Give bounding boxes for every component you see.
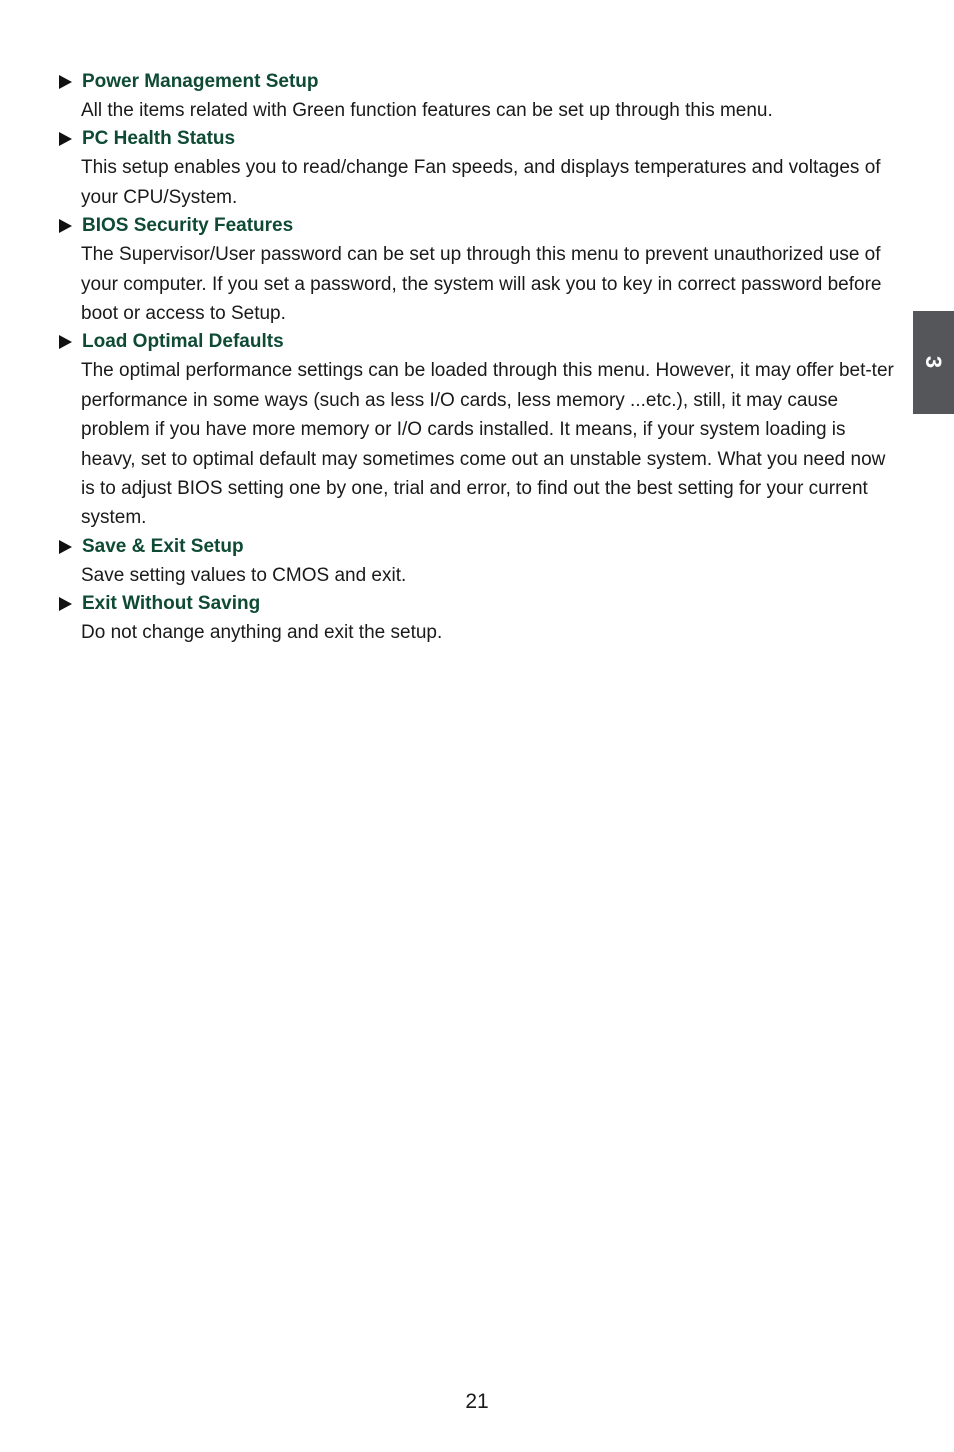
section-heading	[57, 68, 897, 96]
section-body: All the items related with Green function features can be set up through this menu.	[81, 100, 773, 121]
section-body: The Supervisor/User password can be set up through this menu to prevent unauthorized use of your computer. If you set a password, the system will ask you to key in correct password before boot or access to Setup.	[81, 244, 882, 325]
section-load-optimal-defaults	[57, 328, 897, 532]
chapter-tab	[913, 311, 954, 414]
section-heading	[57, 533, 897, 561]
triangle-right-icon	[59, 219, 72, 233]
chapter-tab-label: 3	[921, 355, 947, 369]
triangle-right-icon	[59, 335, 72, 349]
section-heading-text: Exit Without Saving	[82, 593, 261, 615]
section-heading-text: PC Health Status	[82, 128, 236, 150]
section-heading	[57, 212, 897, 240]
section-heading-text: Power Management Setup	[82, 71, 319, 92]
section-save-exit-setup	[57, 533, 897, 590]
section-body: Save setting values to CMOS and exit.	[81, 564, 407, 586]
triangle-right-icon	[59, 597, 72, 611]
triangle-right-icon	[59, 75, 72, 89]
section-pc-health-status	[57, 125, 897, 212]
section-heading-text: BIOS Security Features	[82, 215, 294, 237]
triangle-right-icon	[59, 540, 72, 554]
page-content	[57, 68, 897, 648]
triangle-right-icon	[59, 132, 72, 146]
section-heading-text: Load Optimal Defaults	[82, 331, 284, 353]
section-exit-without-saving	[57, 590, 897, 647]
section-heading	[57, 328, 897, 356]
section-body: The optimal performance settings can be loaded through this menu. However, it may offer bet-ter performance in some ways (such as less I/O cards, less memory ...etc.), still, it may cause problem if you have more memory or I/O cards installed. It means, if your system loading is heavy, set to optimal default may sometimes come out an unstable system. What you need now is to adjust BIOS setting one by one, trial and error, to find out the best setting for your current system.	[81, 360, 894, 529]
section-heading-text: Save & Exit Setup	[82, 535, 244, 557]
section-body: This setup enables you to read/change Fan speeds, and displays temperatures and voltages of your CPU/System.	[81, 157, 881, 208]
section-heading	[57, 125, 897, 153]
section-power-management-setup	[57, 68, 897, 125]
page-number: 21	[465, 1390, 489, 1413]
section-heading	[57, 590, 897, 618]
section-bios-security-features	[57, 212, 897, 328]
section-body: Do not change anything and exit the setup.	[81, 622, 443, 644]
